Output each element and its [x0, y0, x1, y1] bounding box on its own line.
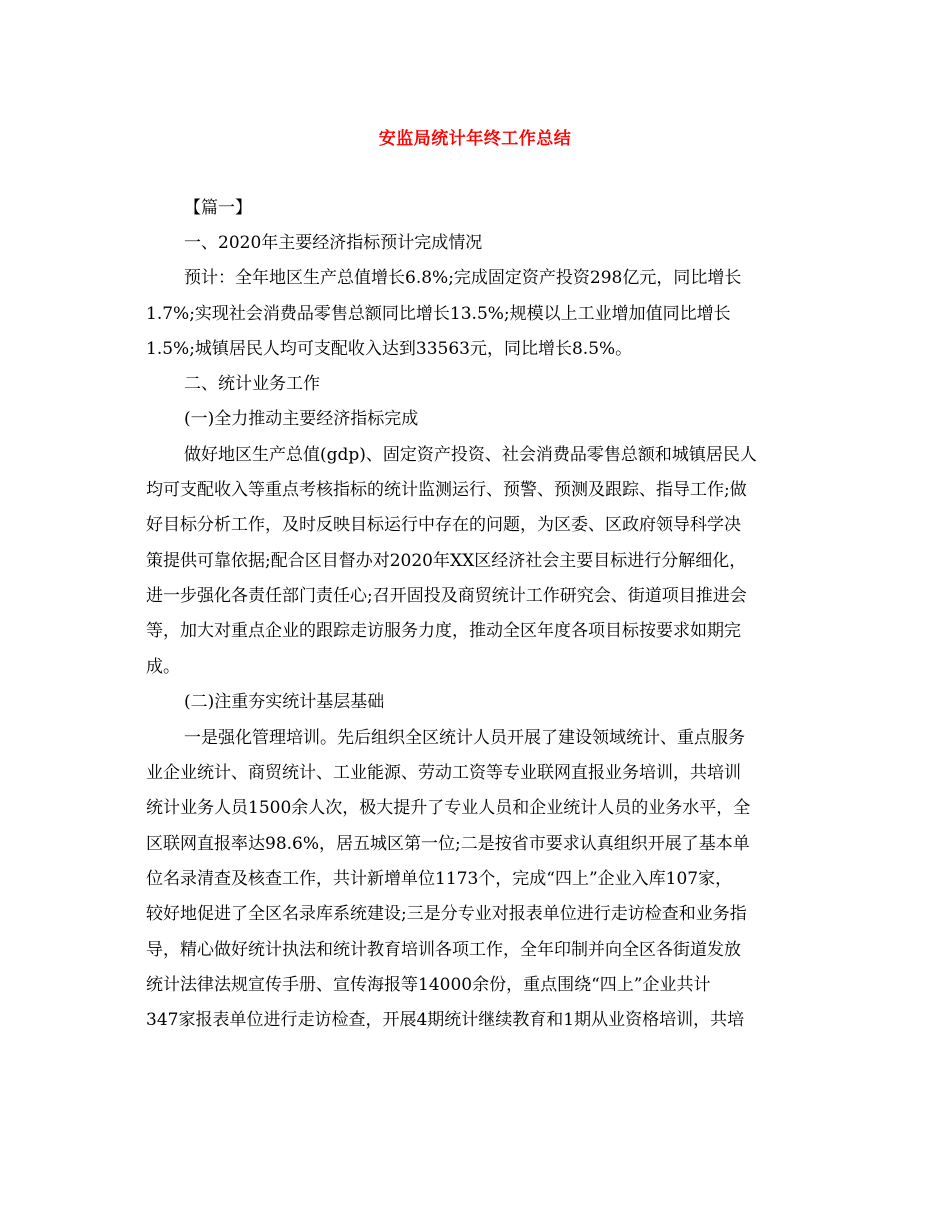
paragraph-line: 一是强化管理培训。先后组织全区统计人员开展了建设领域统计、重点服务	[184, 728, 745, 748]
paragraph-line: 347家报表单位进行走访检查，开展4期统计继续教育和1期从业资格培训，共培	[146, 1010, 745, 1030]
paragraph-line: 较好地促进了全区名录库系统建设;三是分专业对报表单位进行走访检查和业务指	[146, 904, 747, 924]
paragraph-line: 业企业统计、商贸统计、工业能源、劳动工资等专业联网直报业务培训，共培训	[146, 763, 741, 783]
paragraph-line: 成。	[146, 657, 180, 677]
paragraph-line: 做好地区生产总值(gdp)、固定资产投资、社会消费品零售总额和城镇居民人	[184, 445, 757, 465]
paragraph-line: 进一步强化各责任部门责任心;召开固投及商贸统计工作研究会、街道项目推进会	[146, 586, 747, 606]
paragraph-line: 均可支配收入等重点考核指标的统计监测运行、预警、预测及跟踪、指导工作;做	[146, 480, 747, 500]
section-heading: 【篇一】	[184, 198, 252, 218]
paragraph-line: 导，精心做好统计执法和统计教育培训各项工作，全年印制并向全区各街道发放	[146, 940, 741, 960]
paragraph-line: 等，加大对重点企业的跟踪走访服务力度，推动全区年度各项目标按要求如期完	[146, 621, 741, 641]
paragraph-line: 区联网直报率达98.6%，居五城区第一位;二是按省市要求认真组织开展了基本单	[146, 834, 750, 854]
paragraph-line: 好目标分析工作，及时反映目标运行中存在的问题，为区委、区政府领导科学决	[146, 515, 741, 535]
paragraph-line: (一)全力推动主要经济指标完成	[184, 409, 419, 429]
paragraph-line: 1.7%;实现社会消费品零售总额同比增长13.5%;规模以上工业增加值同比增长	[146, 304, 731, 324]
paragraph-line: 1.5%;城镇居民人均可支配收入达到33563元，同比增长8.5%。	[146, 339, 633, 359]
paragraph-line: 二、统计业务工作	[184, 374, 320, 394]
paragraph-line: 统计业务人员1500余人次，极大提升了专业人员和企业统计人员的业务水平，全	[146, 798, 751, 818]
paragraph-line: 位名录清查及核查工作，共计新增单位1173个，完成“四上”企业入库107家，	[146, 869, 733, 889]
paragraph-line: 统计法律法规宣传手册、宣传海报等14000余份，重点围绕“四上”企业共计	[146, 975, 711, 995]
document-title: 安监局统计年终工作总结	[378, 129, 572, 149]
paragraph-line: (二)注重夯实统计基层基础	[184, 692, 385, 712]
paragraph-line: 预计：全年地区生产总值增长6.8%;完成固定资产投资298亿元，同比增长	[184, 268, 742, 288]
paragraph-line: 一、2020年主要经济指标预计完成情况	[184, 233, 483, 253]
paragraph-line: 策提供可靠依据;配合区目督办对2020年XX区经济社会主要目标进行分解细化，	[146, 551, 747, 571]
